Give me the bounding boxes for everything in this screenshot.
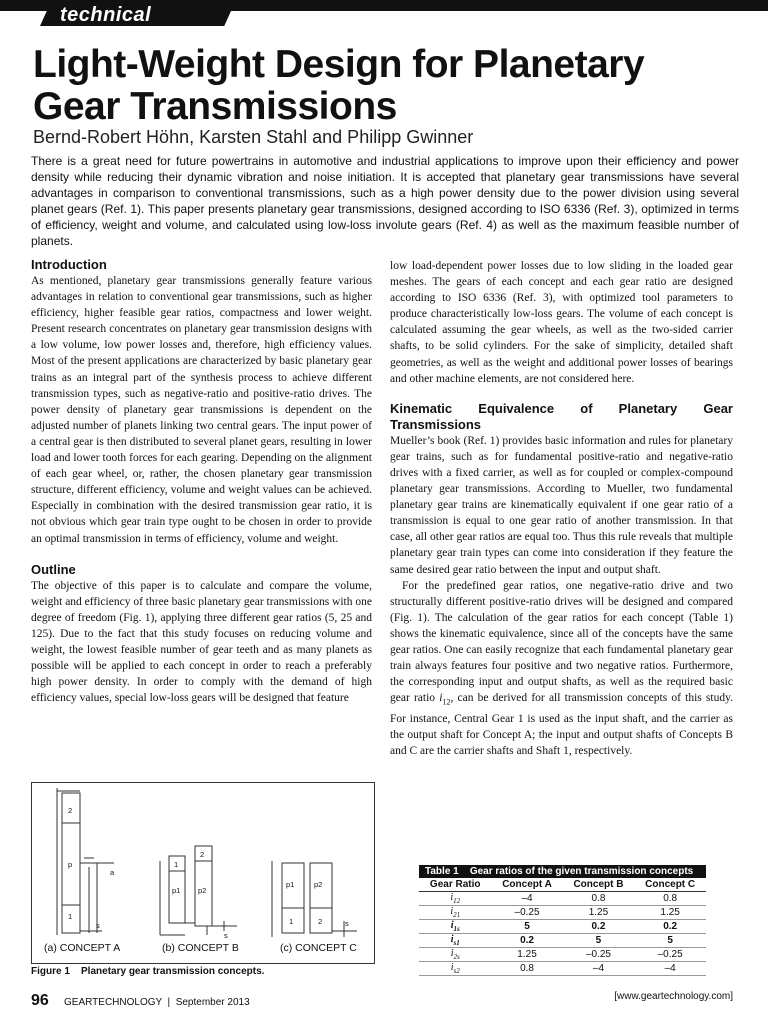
ratio-symbol-cell: $i_{21}$ (419, 906, 491, 920)
label-b-p2: p2 (198, 886, 207, 895)
ratio-value-cell: –4 (491, 892, 562, 906)
label-c-p2: p2 (314, 880, 323, 889)
section-tag: technical (60, 4, 152, 26)
table-header-row (419, 878, 706, 892)
concept-c-label: (c) CONCEPT C (280, 942, 357, 954)
outline-heading: Outline (31, 561, 76, 577)
website-link[interactable]: [www.geartechnology.com] (614, 991, 733, 1002)
ratio-value-cell: –0.25 (491, 906, 562, 920)
kinematic-para2-b: , can be derived for all transmission concepts of this study. For instance, Central Gear 1 is used as the input shaft, and the carrier as the output shaft for Concept A; the input and output shafts of Concepts B and C are the carrier shafts and Shaft 1, respectively. (390, 692, 733, 757)
ratio-symbol-cell: $i_{s2}$ (419, 962, 491, 976)
gear-ratio-table (419, 865, 706, 976)
ratio-value-cell: 0.2 (491, 934, 562, 948)
ratio-value-cell: 0.8 (563, 892, 635, 906)
label-a-s: s (96, 921, 100, 930)
gear-concepts-diagram (32, 783, 374, 963)
article-authors: Bernd-Robert Höhn, Karsten Stahl and Philipp Gwinner (33, 127, 474, 147)
left-column (31, 257, 372, 706)
figure-caption: Figure 1 Planetary gear transmission concepts. (31, 966, 265, 977)
table-row (419, 948, 706, 962)
kinematic-heading: Kinematic Equivalence of Planetary Gear Transmissions (390, 400, 733, 432)
ratio-symbol-cell: $i_{s1}$ (419, 934, 491, 948)
outline-text: The objective of this paper is to calculate and compare the volume, weight and efficiency of three basic planetary gear transmissions with one degree of freedom (Fig. 1), applying three different gear ratios (5, 25 and 125). Due to the fact that this study focuses on reducing volume and weight, the lowest feasible number of gear teeth and as many planets as possible will be applied to each concept in order to reach a preferably high power density. In order to comply with the demand of high efficiency values, special low-loss gears will be designed that feature (31, 579, 372, 705)
label-a-2: 2 (68, 806, 73, 815)
article-title: Light-Weight Design for Planetary Gear Transmissions (33, 43, 645, 128)
magazine-issue: GEARTECHNOLOGY | September 2013 (64, 997, 250, 1008)
ratio-symbol-cell: $i_{1s}$ (419, 920, 491, 934)
table-row (419, 906, 706, 920)
concept-b-label: (b) CONCEPT B (162, 942, 239, 954)
gear-ratio-symbol: i (439, 692, 443, 705)
ratio-value-cell: 0.2 (563, 920, 635, 934)
label-b-s: s (224, 931, 228, 940)
ratio-value-cell: 0.8 (634, 892, 706, 906)
ratio-value-cell: 1.25 (634, 906, 706, 920)
ratio-value-cell: –4 (634, 962, 706, 976)
label-a-a: a (110, 868, 115, 877)
table-row (419, 962, 706, 976)
ratio-value-cell: 5 (491, 920, 562, 934)
col-header: Concept B (563, 878, 635, 892)
label-c-s: s (345, 919, 349, 928)
table-caption: Table 1 Gear ratios of the given transmission concepts (419, 865, 706, 878)
ratio-value-cell: 1.25 (563, 906, 635, 920)
label-b-1: 1 (174, 860, 179, 869)
table-row (419, 934, 706, 948)
label-a-p: p (68, 860, 73, 869)
ratio-value-cell: 5 (563, 934, 635, 948)
ratio-symbol-cell: $i_{12}$ (419, 892, 491, 906)
ratio-value-cell: 5 (634, 934, 706, 948)
concept-a-label: (a) CONCEPT A (44, 942, 121, 954)
kinematic-para1: Mueller’s book (Ref. 1) provides basic information and rules for planetary gear trains, such as for fundamental positive-ratio and negative-ratio drives with a fixed carrier, as well as for coupled or complex-compound planetary gear transmissions. According to Mueller, two fundamental planetary gear trains are kinematically equivalent if one gear ratio of a transmission is equal to one gear ratio of another transmission. In that case, all other gear ratios are equal too. Thus this rule reveals that multiple planetary gear train types can come into consideration if they feature the same desired gear ratio between the input and output shaft. (390, 434, 733, 576)
ratio-value-cell: 0.2 (634, 920, 706, 934)
label-b-2: 2 (200, 850, 205, 859)
abstract: There is a great need for future powertrains in automotive and industrial applications to improve upon their efficiency and power density while reducing their dynamic vibration and noise initiation. It is accepted that planetary gear transmissions have several advantages in comparison to conventional transmissions, such as a high power density due to the power division using several planet gears (Ref. 1). This paper presents planetary gear transmissions, designed according to ISO 6336 (Ref. 3), optimized in terms of efficiency, weight and volume, and calculated using low-loss involute gears (Ref. 4) as well as the maximum feasible number of planets. (31, 154, 739, 248)
ratio-value-cell: –0.25 (634, 948, 706, 962)
ratio-value-cell: 1.25 (491, 948, 562, 962)
col-header: Concept A (491, 878, 562, 892)
col2-paragraph: low load-dependent power losses due to low sliding in the loaded gear meshes. The gears of each concept and each gear ratio are designed according to ISO 6336 (Ref. 3), with optimized tool parameters to produce characteristically low-loss gears. The volume of each concept is calculated assuming the gear wheels, as well as the two-sided carrier shafts, to be solid cylinders. For the sake of simplicity, detailed shaft geometries, as well as the weight and additional power losses of bearings and other machine elements, are not considered here. (390, 260, 733, 385)
intro-heading: Introduction (31, 257, 107, 272)
col-header: Gear Ratio (419, 878, 491, 892)
table-row (419, 920, 706, 934)
label-a-1: 1 (68, 912, 73, 921)
col-header: Concept C (634, 878, 706, 892)
ratio-symbol-cell: $i_{2s}$ (419, 948, 491, 962)
gear-ratio-subscript: 12 (442, 697, 451, 707)
intro-text: As mentioned, planetary gear transmissions generally feature various advantages in relation to conventional gear transmissions, such as higher efficiency, higher feasible gear ratios, compactness and lower weight. Present research concentrates on planetary gear transmission designs with a low volume, low power losses and, therefore, high efficiency values. Most of the present applications are characterized by basic planetary gear trains as an integral part of the synthesis process to achieve different transmission types, such as negative-ratio and positive-ratio drives. The power density of planetary gear transmissions is dependent on the adjusted number of planets linking two central gears. The input power of a central gear is then distributed to several planet gears, resulting in lower load and lower tooth forces for each gearing. Depending on the alignment of each gear wheel, or, rather, the chosen planetary gear transmission structure, different efficiency, volume and weight values can be achieved. Especially in combination with the desired transmission gear ratio, it is not obvious which gear train type ought to be chosen in order to provide an optimal transmission in terms of efficiency, volume and weight. (31, 275, 372, 545)
ratio-value-cell: 0.8 (491, 962, 562, 976)
label-c-2: 2 (318, 917, 323, 926)
ratio-value-cell: –0.25 (563, 948, 635, 962)
label-c-p1: p1 (286, 880, 295, 889)
figure-1 (31, 782, 375, 964)
label-b-p1: p1 (172, 886, 181, 895)
kinematic-para2 (390, 578, 733, 759)
right-column (390, 258, 733, 759)
table-row (419, 892, 706, 906)
ratio-value-cell: –4 (563, 962, 635, 976)
kinematic-para2-a: For the predefined gear ratios, one negative-ratio drive and two structurally different positive-ratio drives will be designed and compared (Fig. 1). The calculation of the gear ratios for each concept (Table 1) shows the kinematic equivalence, since all of the concepts have the same gear ratios. One can easily recognize that each fundamental planetary gear train always features four positive and two negative ratios. Furthermore, the corresponding input and output shafts, as well as the required basic gear ratio (390, 579, 733, 705)
page-number: 96 (31, 992, 49, 1009)
section-header-bar (0, 0, 768, 26)
label-c-1: 1 (289, 917, 294, 926)
